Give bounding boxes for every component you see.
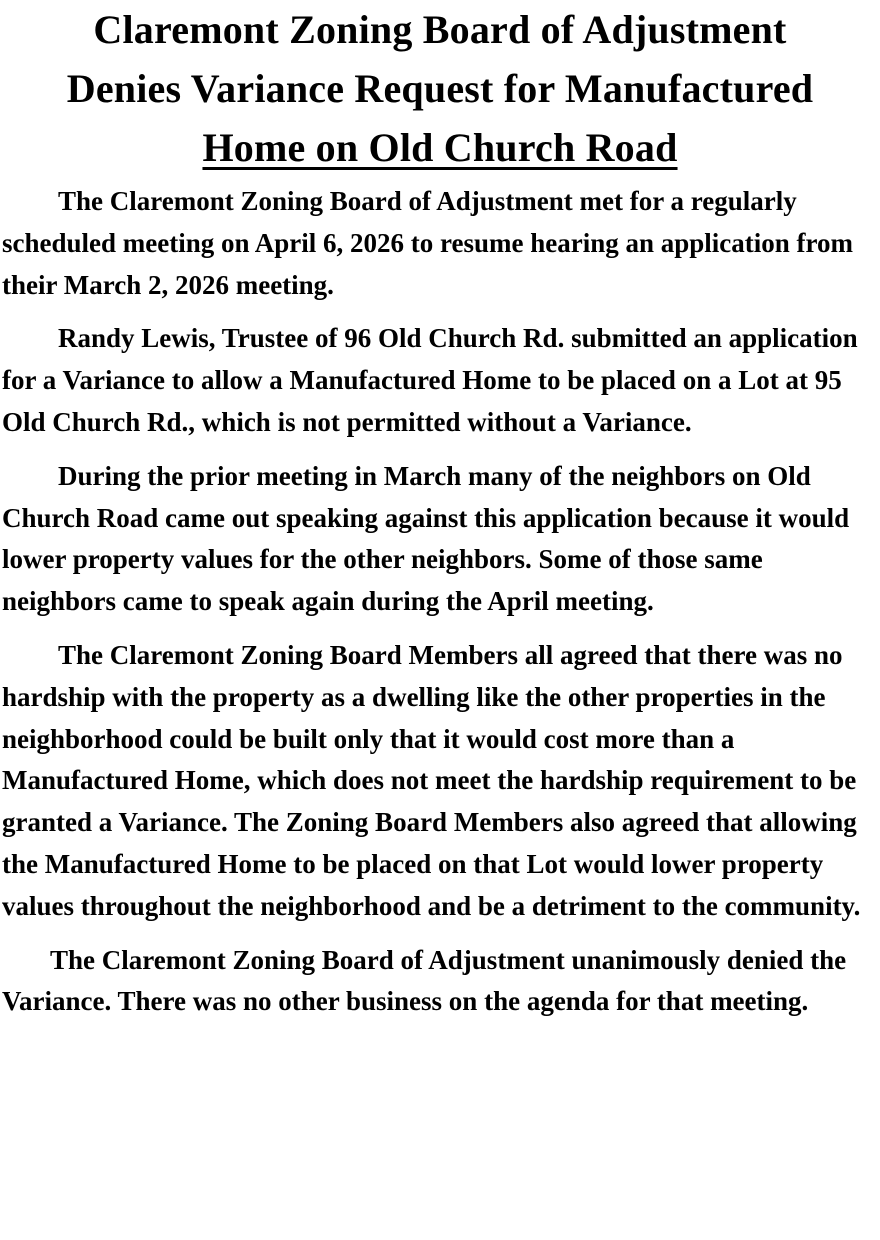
paragraph-meeting-intro: The Claremont Zoning Board of Adjustment met for a regularly scheduled meeting on April 6, 2026 to resume hearing an application from their March 2, 2026 meeting. — [2, 186, 854, 300]
paragraph-board-findings: The Claremont Zoning Board Members all agreed that there was no hardship with the property as a dwelling like the other properties in the neighborhood could be built only that it would cost more than a Manufactured Home, which does not meet the hardship requirement to be granted a Variance. The Zoning Board Members also agreed that allowing the Manufactured Home to be placed on that Lot would lower property values throughout the neighborhood and be a detriment to the community. — [2, 639, 861, 921]
headline-line-3: Home on Old Church Road — [202, 125, 678, 170]
paragraph-decision: The Claremont Zoning Board of Adjustment unanimously denied the Variance. There was no other business on the agenda for that meeting. — [2, 944, 847, 1017]
paragraph-neighbors: During the prior meeting in March many of the neighbors on Old Church Road came out speaking against this application because it would lower property values for the other neighbors. Some of those same neighbors came to speak again during the April meeting. — [2, 460, 850, 617]
headline-line-2: Denies Variance Request for Manufactured — [66, 66, 814, 111]
article-body — [2, 181, 878, 1035]
headline-line-1: Claremont Zoning Board of Adjustment — [93, 7, 787, 52]
headline — [0, 0, 880, 177]
paragraph-application: Randy Lewis, Trustee of 96 Old Church Rd. submitted an application for a Variance to allow a Manufactured Home to be placed on a Lot at 95 Old Church Rd., which is not permitted without a Variance. — [2, 323, 858, 437]
